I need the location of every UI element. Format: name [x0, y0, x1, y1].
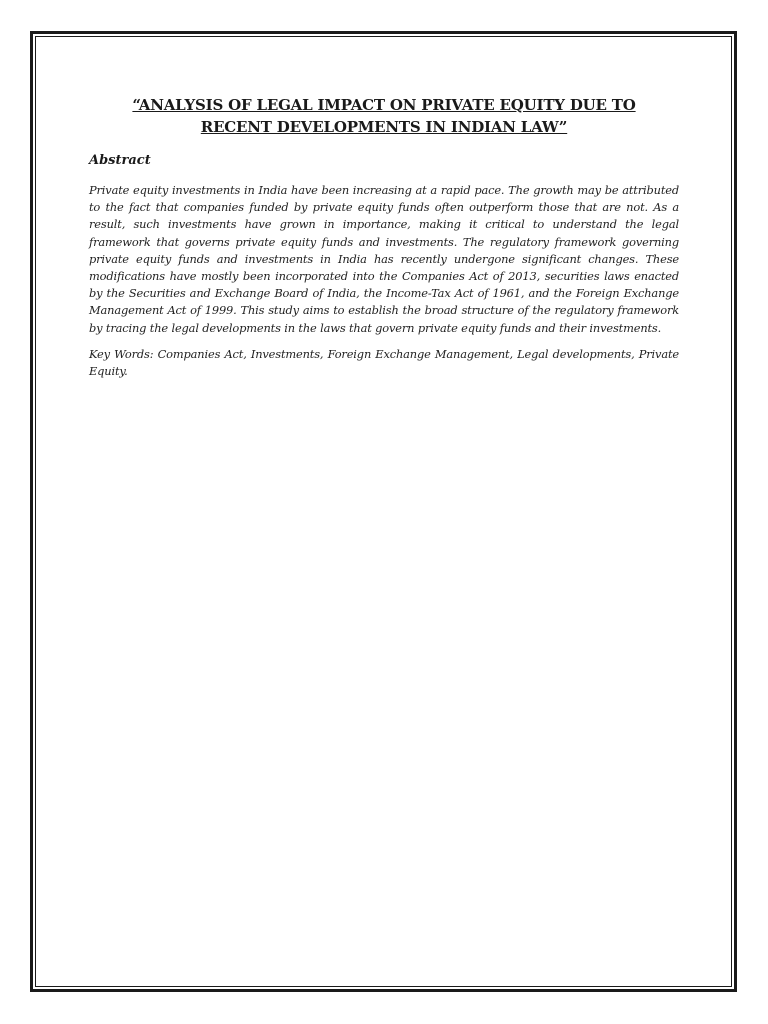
keywords-paragraph: Key Words: Companies Act, Investments, Foreign Exchange Management, Legal developments, Private Equity. [89, 346, 679, 379]
document-title [89, 94, 679, 138]
title-line-1: “ANALYSIS OF LEGAL IMPACT ON PRIVATE EQUITY DUE TO [132, 96, 636, 114]
abstract-heading: Abstract [89, 153, 151, 168]
document-content [89, 94, 679, 380]
abstract-paragraph: Private equity investments in India have been increasing at a rapid pace. The growth may be attributed to the fact that companies funded by private equity funds often outperform those that are not. As a result, such investments have grown in importance, making it critical to understand the legal framework that governs private equity funds and investments. The regulatory framework governing private equity funds and investments in India has recently undergone significant changes. These modifications have mostly been incorporated into the Companies Act of 2013, securities laws enacted by the Securities and Exchange Board of India, the Income-Tax Act of 1961, and the Foreign Exchange Management Act of 1999. This study aims to establish the broad structure of the regulatory framework by tracing the legal developments in the laws that govern private equity funds and their investments. [89, 183, 679, 335]
title-line-2: RECENT DEVELOPMENTS IN INDIAN LAW” [200, 118, 568, 136]
